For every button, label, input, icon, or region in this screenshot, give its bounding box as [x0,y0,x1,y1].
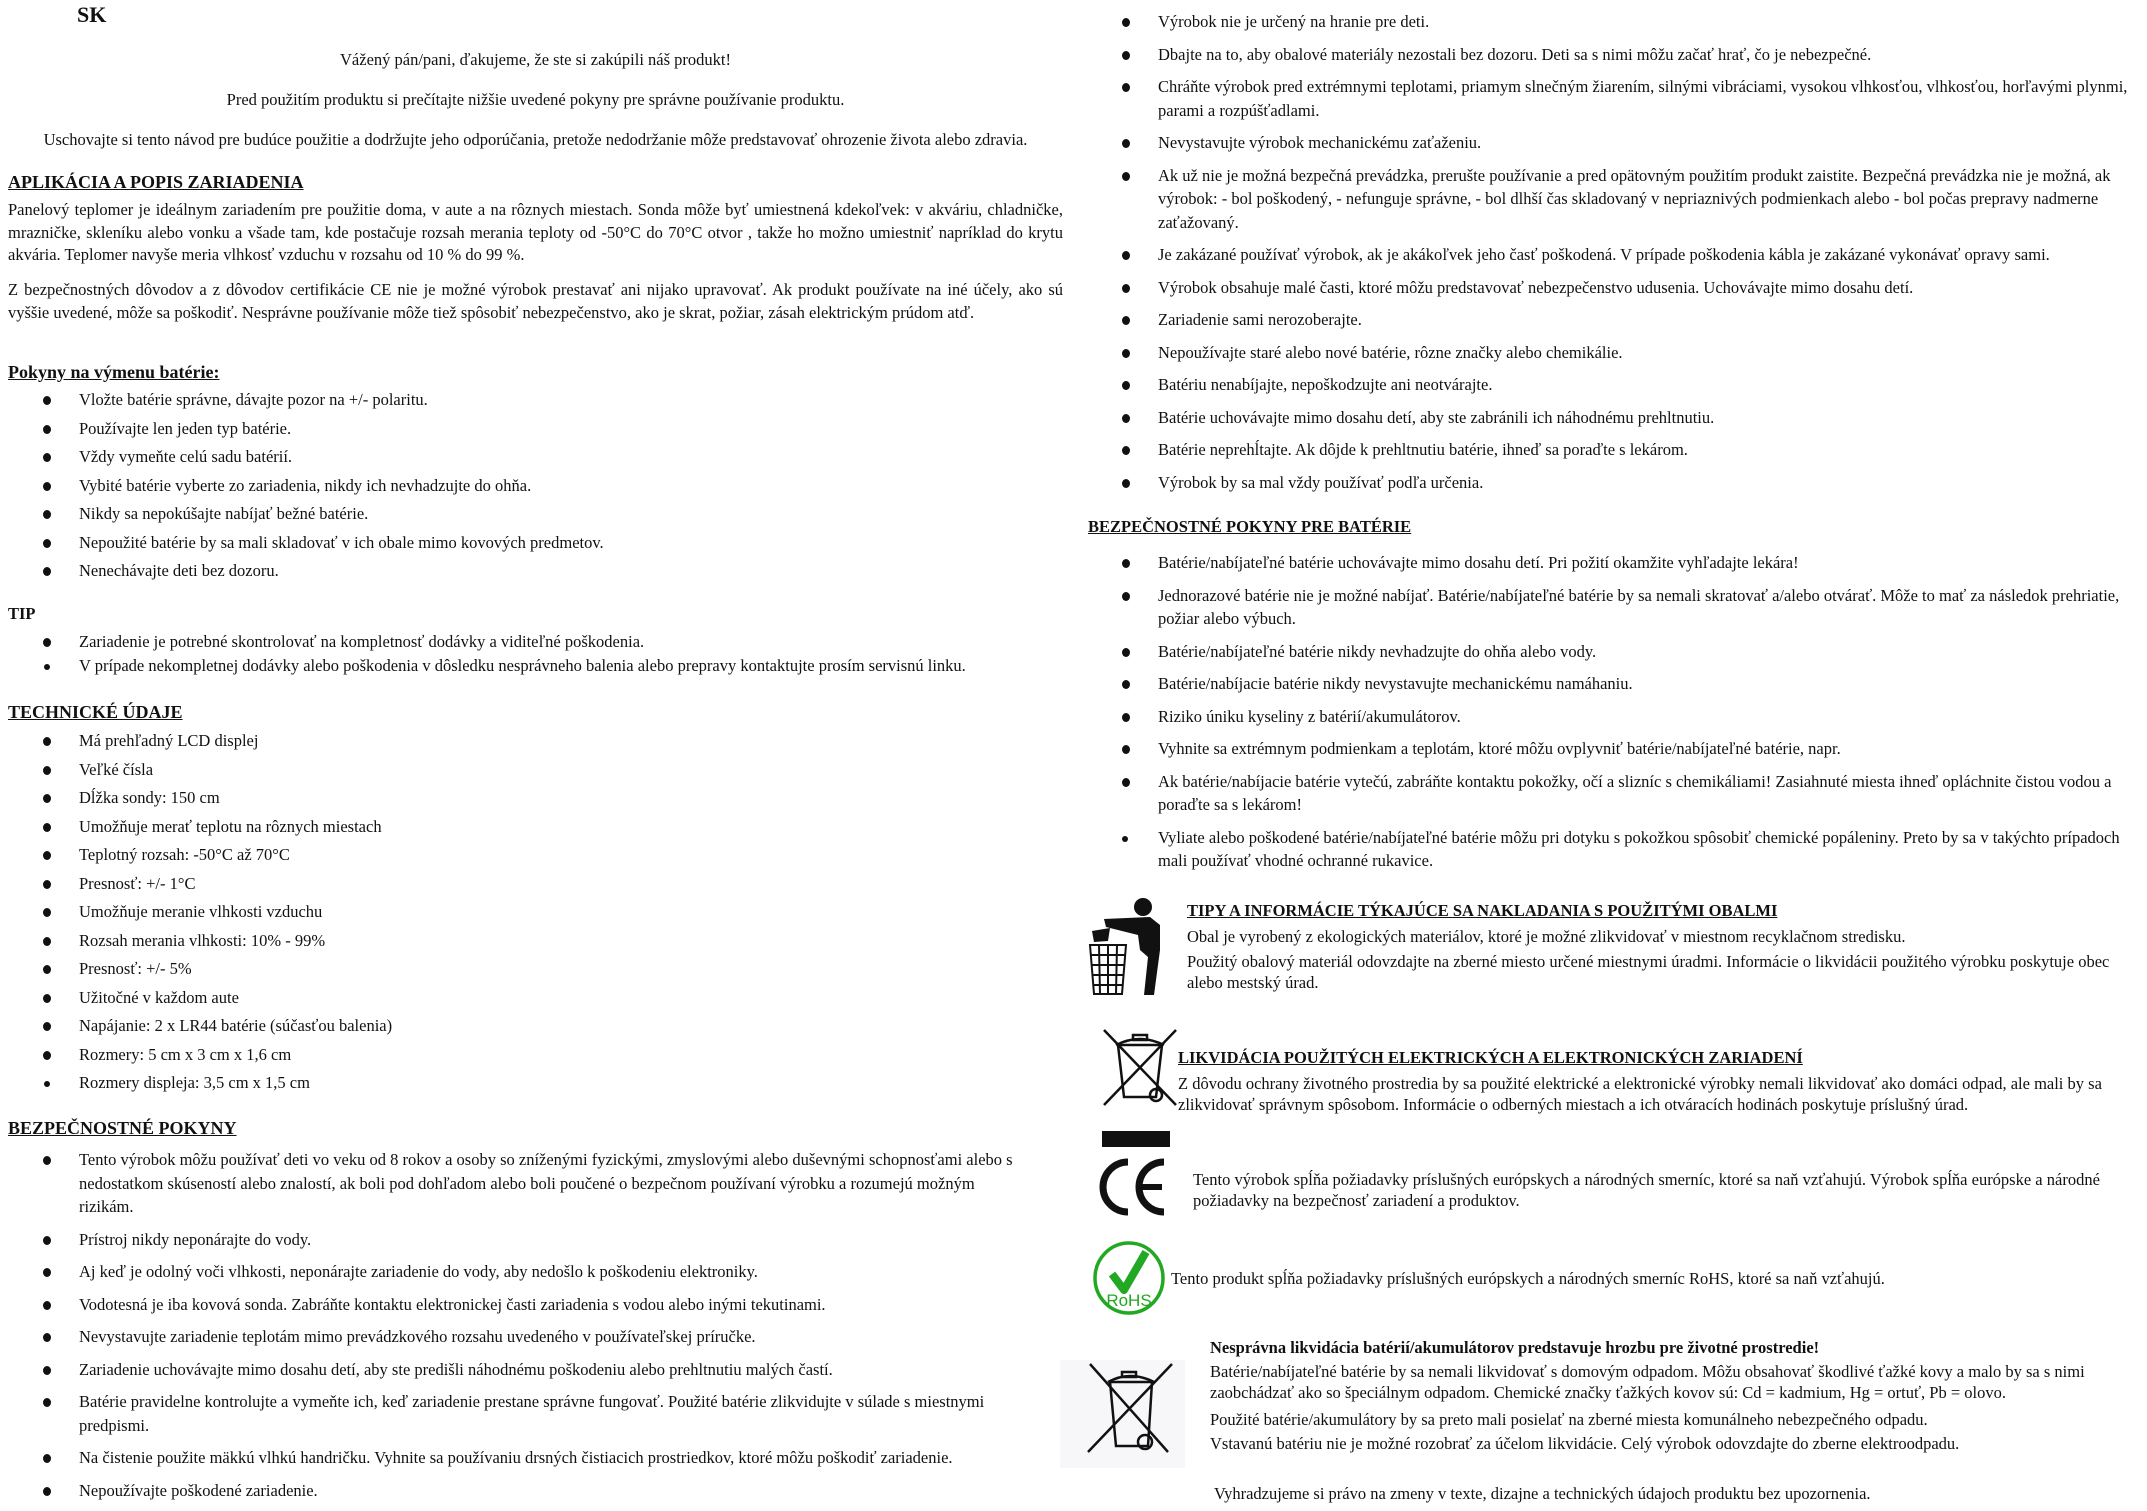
bullet-icon [43,965,51,974]
bullet-icon [43,567,51,576]
list-item: Vybité batérie vyberte zo zariadenia, nikdy ich nevhadzujte do ohňa. [8,474,1063,498]
technical-list [8,729,1063,1100]
list-item: Veľké čísla [8,758,1063,782]
list-item: Nenechávajte deti bez dozoru. [8,559,1063,583]
bullet-icon [1122,446,1130,455]
bullet-icon [43,1051,51,1060]
tip-list [8,630,1063,677]
bullet-icon [43,1301,51,1310]
bullet-icon [43,1236,51,1245]
bullet-icon [1122,349,1130,358]
list-item: Tento výrobok môžu používať deti vo veku od 8 rokov a osoby so zníženými fyzickými, zmyslovými alebo duševnými schopnosťami alebo s nedostatkom skúseností alebo znalostí, ak boli pod dohľadom alebo boli poučené o bezpečnom používaní výrobku a rozumejú možným rizikám. [8,1148,1028,1219]
list-item: Batériu nenabíjajte, nepoškodzujte ani neotvárajte. [1088,373,2138,397]
bullet-icon [43,766,51,775]
intro-read-before: Pred použitím produktu si prečítajte nižšie uvedené pokyny pre správne používanie produktu. [226,90,845,109]
rohs-label: RoHS [1106,1291,1152,1310]
bullet-icon [43,1022,51,1031]
bullet-icon [43,880,51,889]
bullet-icon [1122,381,1130,390]
bullet-icon [43,510,51,519]
footer-disclaimer: Vyhradzujeme si právo na zmeny v texte, dizajne a technických údajoch produktu bez upozornenia. [1214,1484,1871,1503]
tip-heading: TIP [8,604,36,623]
bullet-icon [1122,139,1130,148]
crossed-bin-icon [1060,1360,1185,1468]
bullet-icon [1122,778,1130,787]
list-item: Dbajte na to, aby obalové materiály nezostali bez dozoru. Deti sa s nimi môžu začať hrať, čo je nebezpečné. [1088,43,2138,67]
battery-safety-list [1088,551,2138,882]
tip-item: V prípade nekompletnej dodávky alebo poškodenia v dôsledku nesprávneho balenia alebo prepravy kontaktujte prosím servisnú linku. [8,654,1063,678]
list-item: Zariadenie uchovávajte mimo dosahu detí, aby ste predišli náhodnému poškodeniu alebo prehltnutiu malých častí. [8,1358,1028,1382]
list-item: Prístroj nikdy neponárajte do vody. [8,1228,1028,1252]
bullet-icon [1122,592,1130,601]
bullet-icon [43,1268,51,1277]
bullet-icon [43,1398,51,1407]
bullet-icon [43,638,51,647]
list-item: Ak už nie je možná bezpečná prevádzka, prerušte používanie a pred opätovným použitím produkt zaistite. Bezpečná prevádzka nie je možná, ak výrobok: - bol poškodený, - nefunguje správne, - bol dlhší čas skladovaný v nepriaznivých podmienkach alebo - bol počas prepravy nadmerne zaťažovaný. [1088,164,2138,235]
bullet-icon [1122,836,1128,842]
list-item: Umožňuje meranie vlhkosti vzduchu [8,900,1063,924]
bullet-icon [1122,713,1130,722]
list-item: Batérie/nabíjateľné batérie nikdy nevhadzujte do ohňa alebo vody. [1088,640,2138,664]
list-item: Riziko úniku kyseliny z batérií/akumulátorov. [1088,705,2138,729]
list-item: Nikdy sa nepokúšajte nabíjať bežné batérie. [8,502,1063,526]
packaging-line-1: Obal je vyrobený z ekologických materiálov, ktoré je možné zlikvidovať v miestnom recyklačnom stredisku. [1187,927,1906,946]
list-item: Napájanie: 2 x LR44 batérie (súčasťou balenia) [8,1014,1063,1038]
list-item: Teplotný rozsah: -50°C až 70°C [8,843,1063,867]
list-item: Batérie neprehĺtajte. Ak dôjde k prehltnutiu batérie, ihneď sa poraďte s lekárom. [1088,438,2138,462]
application-paragraph-2: Z bezpečnostných dôvodov a z dôvodov certifikácie CE nie je možné výrobok prestavať ani nijako upravovať. Ak produkt používate na iné účely, ako sú vyššie uvedené, môže sa poškodiť. Nesprávne používanie môže tiež spôsobiť nebezpečenstvo, ako je skrat, požiar, zásah elektrickým prúdom atď. [8,280,1063,322]
bullet-icon [1122,51,1130,60]
safety-list-right [1088,10,2138,503]
bullet-icon [1122,316,1130,325]
list-item: Rozmery: 5 cm x 3 cm x 1,6 cm [8,1043,1063,1067]
rohs-icon [1092,1240,1166,1316]
bullet-icon [43,908,51,917]
list-item: Batérie/nabíjacie batérie nikdy nevystavujte mechanickému namáhaniu. [1088,672,2138,696]
list-item: Vyliate alebo poškodené batérie/nabíjateľné batérie môžu pri dotyku s pokožkou spôsobiť chemické popáleniny. Preto by sa v takýchto prípadoch mali používať vhodné ochranné rukavice. [1088,826,2138,873]
list-item: Dĺžka sondy: 150 cm [8,786,1063,810]
bullet-icon [1122,648,1130,657]
bullet-icon [1122,284,1130,293]
list-item: Zariadenie sami nerozoberajte. [1088,308,2138,332]
battery-disposal-heading: Nesprávna likvidácia batérií/akumulátorov predstavuje hrozbu pre životné prostredie! [1210,1338,1820,1357]
list-item: Ak batérie/nabíjacie batérie vytečú, zabráňte kontaktu pokožky, očí a slizníc s chemikáliami! Zasiahnuté miesta ihneď opláchnite čistou vodou a poraďte sa s lekárom! [1088,770,2138,817]
bullet-icon [1122,745,1130,754]
tidyman-icon [1088,895,1168,995]
language-code: SK [77,2,107,27]
bullet-icon [43,1487,51,1496]
bullet-icon [43,1156,51,1165]
bullet-icon [1122,251,1130,260]
battery-disposal-line-2: Použité batérie/akumulátory by sa preto mali posielať na zberné miesta komunálneho nebezpečného odpadu. [1210,1410,1928,1429]
ce-text: Tento výrobok spĺňa požiadavky príslušných európskych a národných smerníc, ktoré sa naň vzťahujú. Výrobok spĺňa európske a národné požiadavky na bezpečnosť zariadení a produktov. [1193,1170,2100,1210]
packaging-line-2: Použitý obalový materiál odovzdajte na zberné miesto určené miestnymi úradmi. Informácie o likvidácii použitého výrobku poskytuje obec alebo mestský úrad. [1187,952,2110,992]
list-item: Umožňuje merať teplotu na rôznych miestach [8,815,1063,839]
bullet-icon [43,1333,51,1342]
list-item: Nepoužívajte poškodené zariadenie. [8,1479,1028,1503]
list-item: Rozsah merania vlhkosti: 10% - 99% [8,929,1063,953]
list-item: Batérie pravidelne kontrolujte a vymeňte ich, keď zariadenie prestane správne fungovať. Použité batérie zlikvidujte v súlade s miestnymi predpismi. [8,1390,1028,1437]
bullet-icon [43,425,51,434]
bullet-icon [43,1454,51,1463]
list-item: Výrobok by sa mal vždy používať podľa určenia. [1088,471,2138,495]
packaging-heading: TIPY A INFORMÁCIE TÝKAJÚCE SA NAKLADANIA S POUŽITÝMI OBALMI [1187,901,1778,920]
weee-heading: LIKVIDÁCIA POUŽITÝCH ELEKTRICKÝCH A ELEKTRONICKÝCH ZARIADENÍ [1178,1048,1803,1067]
list-item: Používajte len jeden typ batérie. [8,417,1063,441]
list-item: Nepoužívajte staré alebo nové batérie, rôzne značky alebo chemikálie. [1088,341,2138,365]
bullet-icon [43,937,51,946]
battery-replacement-heading: Pokyny na výmenu batérie: [8,362,220,382]
application-paragraph-1: Panelový teplomer je ideálnym zariadením pre použitie doma, v aute a na rôznych miestach. Sonda môže byť umiestnená kdekoľvek: v akváriu, chladničke, mrazničke, skleníku alebo vonku a všade tam, kde postačuje rozsah merania teploty od -50°C do 70°C otvor , takže ho možno umiestniť napríklad do krytu akvária. Teplomer navyše meria vlhkosť vzduchu v rozsahu od 10 % do 99 %. [8,200,1063,264]
bullet-icon [1122,680,1130,689]
list-item: Vodotesná je iba kovová sonda. Zabráňte kontaktu elektronickej časti zariadenia s vodou alebo inými tekutinami. [8,1293,1028,1317]
list-item: Batérie/nabíjateľné batérie uchovávajte mimo dosahu detí. Pri požití okamžite vyhľadajte lekára! [1088,551,2138,575]
bullet-icon [1122,83,1130,92]
list-item: Výrobok obsahuje malé časti, ktoré môžu predstavovať nebezpečenstvo udusenia. Uchovávajte mimo dosahu detí. [1088,276,2138,300]
bullet-icon [43,994,51,1003]
safety-list-left [8,1148,1028,1511]
bullet-icon [43,1366,51,1375]
battery-disposal-icon-bg [1060,1360,1185,1468]
battery-disposal-line-3: Vstavanú batériu nie je možné rozobrať za účelom likvidácie. Celý výrobok odovzdajte do zberne elektroodpadu. [1210,1434,1960,1453]
list-item: Chráňte výrobok pred extrémnymi teplotami, priamym slnečným žiarením, silnými vibráciami, vysokou vlhkosťou, vlhkosťou, horľavými plynmi, parami a rozpúšťadlami. [1088,75,2138,122]
crossed-bin-icon [1100,1025,1180,1155]
intro-keep-manual: Uschovajte si tento návod pre budúce použitie a dodržujte jeho odporúčania, pretože nedodržanie môže predstavovať ohrozenie života alebo zdravia. [43,130,1028,149]
bullet-icon [1122,172,1130,181]
bullet-icon [43,482,51,491]
bullet-icon [43,794,51,803]
bullet-icon [1122,479,1130,488]
bullet-icon [43,737,51,746]
list-item: Je zakázané používať výrobok, ak je akákoľvek jeho časť poškodená. V prípade poškodenia kábla je zakázané vykonávať opravy sami. [1088,243,2138,267]
tip-item: Zariadenie je potrebné skontrolovať na kompletnosť dodávky a viditeľné poškodenia. [8,630,1063,654]
bullet-icon [43,539,51,548]
list-item: Aj keď je odolný voči vlhkosti, neponárajte zariadenie do vody, aby nedošlo k poškodeniu elektroniky. [8,1260,1028,1284]
bullet-icon [43,396,51,405]
bullet-icon [1122,414,1130,423]
list-item: Rozmery displeja: 3,5 cm x 1,5 cm [8,1071,1063,1095]
bullet-icon [43,823,51,832]
bullet-icon [1122,18,1130,27]
list-item: Vyhnite sa extrémnym podmienkam a teplotám, ktoré môžu ovplyvniť batérie/nabíjateľné batérie, napr. [1088,737,2138,761]
technical-heading: TECHNICKÉ ÚDAJE [8,702,183,722]
list-item: Presnosť: +/- 1°C [8,872,1063,896]
list-item: Na čistenie použite mäkkú vlhkú handričku. Vyhnite sa používaniu drsných čistiacich prostriedkov, ktoré môžu poškodiť zariadenie. [8,1446,1028,1470]
battery-disposal-line-1: Batérie/nabíjateľné batérie by sa nemali likvidovať s domovým odpadom. Môžu obsahovať škodlivé ťažké kovy a malo by sa s nimi zaobchádzať ako so špeciálnym odpadom. Chemické značky ťažkých kovov sú: Cd = kadmium, Hg = ortuť, Pb = olovo. [1210,1362,2085,1402]
battery-safety-heading: BEZPEČNOSTNÉ POKYNY PRE BATÉRIE [1088,517,1412,536]
intro-greeting: Vážený pán/pani, ďakujeme, že ste si zakúpili náš produkt! [340,50,731,69]
list-item: Vždy vymeňte celú sadu batérií. [8,445,1063,469]
list-item: Batérie uchovávajte mimo dosahu detí, aby ste zabránili ich náhodnému prehltnutiu. [1088,406,2138,430]
bullet-icon [44,664,50,670]
bullet-icon [43,851,51,860]
application-heading: APLIKÁCIA A POPIS ZARIADENIA [8,172,304,192]
bullet-icon [1122,559,1130,568]
list-item: Výrobok nie je určený na hranie pre deti. [1088,10,2138,34]
list-item: Jednorazové batérie nie je možné nabíjať. Batérie/nabíjateľné batérie by sa nemali skratovať a/alebo otvárať. Môže to mať za následok prehriatie, požiar alebo výbuch. [1088,584,2138,631]
list-item: Nevystavujte výrobok mechanickému zaťaženiu. [1088,131,2138,155]
list-item: Vložte batérie správne, dávajte pozor na +/- polaritu. [8,388,1063,412]
battery-replacement-list [8,388,1063,588]
list-item: Užitočné v každom aute [8,986,1063,1010]
rohs-text: Tento produkt spĺňa požiadavky príslušných európskych a národných smerníc RoHS, ktoré sa naň vzťahujú. [1171,1269,1885,1288]
weee-text: Z dôvodu ochrany životného prostredia by sa použité elektrické a elektronické výrobky nemali likvidovať ako domáci odpad, ale mali by sa zlikvidovať správnym spôsobom. Informácie o odberných miestach a ich otváracích hodinách poskytuje príslušný úrad. [1178,1074,2102,1114]
bullet-icon [44,1081,50,1087]
safety-heading: BEZPEČNOSTNÉ POKYNY [8,1118,237,1138]
ce-mark-icon [1098,1158,1173,1216]
list-item: Nepoužité batérie by sa mali skladovať v ich obale mimo kovových predmetov. [8,531,1063,555]
list-item: Má prehľadný LCD displej [8,729,1063,753]
list-item: Nevystavujte zariadenie teplotám mimo prevádzkového rozsahu uvedeného v používateľskej príručke. [8,1325,1028,1349]
bullet-icon [43,453,51,462]
list-item: Presnosť: +/- 5% [8,957,1063,981]
